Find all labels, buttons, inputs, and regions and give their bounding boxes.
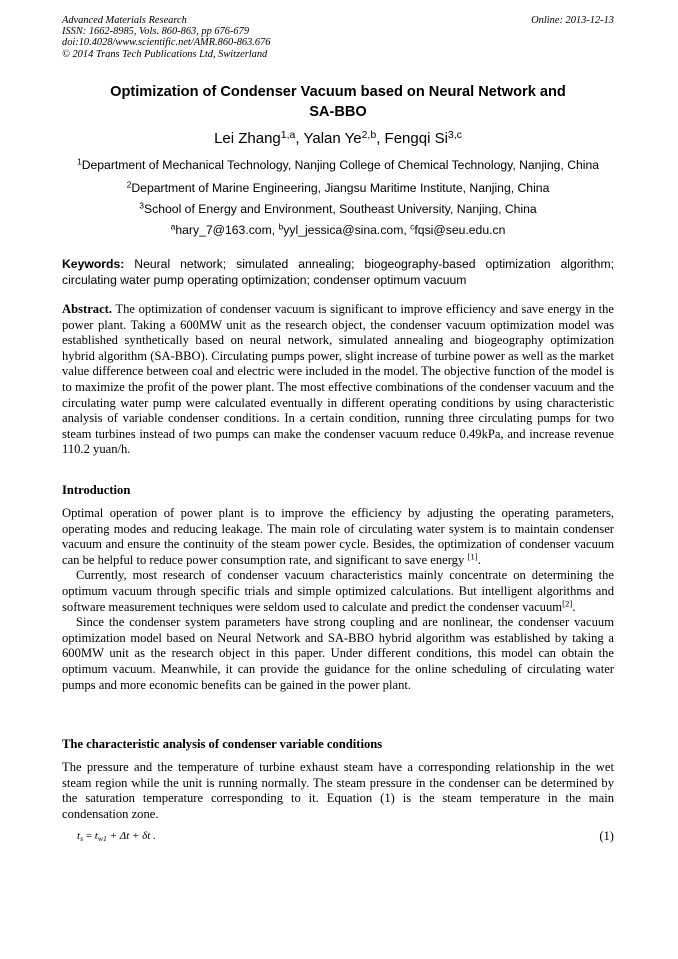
eq-rest: + Δt + δt . <box>106 830 156 842</box>
page-header <box>62 15 614 60</box>
paragraph: Since the condenser system parameters have strong coupling and are nonlinear, the condenser vacuum optimization model based on Neural Network and SA-BBO hybrid algorithm was established by taking a 600MW unit as the research object in this paper. Under different conditions, this model can obtain the optimum vacuum. Meanwhile, it can provide the guidance for the online scheduling of circulating water pumps and more economic benefits can be gained in the power plant. <box>62 615 614 692</box>
email-link[interactable]: fqsi@seu.edu.cn <box>414 223 506 237</box>
equation-number: (1) <box>599 829 614 843</box>
email-link[interactable]: hary_7@163.com <box>175 223 272 237</box>
keywords-text: Neural network; simulated annealing; biogeography-based optimization algorithm; circulating water pump operating optimization; condenser optimum vacuum <box>62 257 614 287</box>
author-sup: 1,a <box>280 128 296 141</box>
affiliation-sup: 3 <box>139 200 145 211</box>
author-name: Fengqi Si <box>384 130 448 147</box>
punct: . <box>572 599 576 614</box>
affiliation-text: Department of Mechanical Technology, Nanjing College of Chemical Technology, Nanjing, China <box>81 158 600 172</box>
citation-ref[interactable]: [2] <box>562 598 573 609</box>
affiliation-sup: 2 <box>126 179 132 190</box>
paper-title <box>62 82 614 122</box>
issn: ISSN: 1662-8985, Vols. 860-863, pp 676-679 <box>62 26 250 38</box>
punct: . <box>477 552 481 567</box>
citation-ref[interactable]: [1] <box>467 551 478 562</box>
affiliation-sup: 1 <box>76 156 82 167</box>
title-line-1: Optimization of Condenser Vacuum based on Neural Network and <box>110 84 566 100</box>
online-date: Online: 2013-12-13 <box>531 15 614 26</box>
affiliation-3 <box>62 201 614 217</box>
abstract-text: The optimization of condenser vacuum is significant to improve efficiency and save energy in the power plant. Taking a 600MW unit as the research object, the condenser vacuum optimization model was established synthetically based on neural network, simulated annealing and biogeography optimization hybrid algorithm (SA-BBO). Circulating pumps power, slight increase of turbine power as well as the market value difference between coal and electric were included in the model. The objective function of the model is to maximize the profit of the power plant. The most effective combinations of the condenser vacuum and the circulating water pump were calculated eventually in different operating conditions by using characteristic analysis of variable condenser conditions. In a certain condition, running three circulating pumps for two steam turbines instead of two pumps can make the condenser vacuum reduce 0.49kPa, and increase revenue 110.2 yuan/h. <box>62 302 615 457</box>
author-name: Lei Zhang <box>214 130 281 147</box>
affiliation-2 <box>62 180 614 196</box>
email-line: $^a$hary_7@163.com, $^b$yyl_jessica@sina.com, $^c$fqsi@seu.edu.cn <box>170 221 506 237</box>
section2-body: The pressure and the temperature of turbine exhaust steam have a corresponding relationship in the wet steam region while the unit is running normally. The steam pressure in the condenser can be determined by the saturation temperature corresponding to it. Equation (1) is the steam temperature in the main condensation zone. <box>62 760 614 821</box>
eq-term: t <box>77 830 81 842</box>
keywords <box>62 257 614 288</box>
introduction-body <box>62 506 614 693</box>
email-sup: a <box>170 221 176 232</box>
author-sup: 2,b <box>361 128 377 141</box>
eq-sub: w1 <box>97 833 107 843</box>
affiliation-1 <box>62 157 614 173</box>
doi: doi:10.4028/www.scientific.net/AMR.860-863.676 <box>62 37 271 49</box>
email-link[interactable]: yyl_jessica@sina.com <box>283 223 404 237</box>
author-list: Lei Zhang$^{1,a}$, Yalan Ye$^{2,b}$, Fengqi Si$^{3,c}$ <box>214 128 462 147</box>
section-heading-characteristic-analysis: The characteristic analysis of condenser variable conditions <box>62 737 383 751</box>
journal-name: Advanced Materials Research <box>62 15 187 26</box>
email-sup: c <box>410 221 415 232</box>
paragraph-text: Optimal operation of power plant is to improve the efficiency by adjusting the operating parameters, operating modes and reducing leakage. The main role of circulating water system is to maintain condenser vacuum and ensure the continuity of the steam power cycle. Besides, the optimization of condenser vacuum can be helpful to reduce power consumption rate, and significant to save energy <box>62 506 614 567</box>
copyright: © 2014 Trans Tech Publications Ltd, Switzerland <box>62 48 268 60</box>
eq-term: t <box>94 830 98 842</box>
eq-sign: = <box>83 830 95 842</box>
paragraph <box>62 568 614 615</box>
eq-sub: s <box>80 833 84 843</box>
section-heading-introduction: Introduction <box>62 483 131 497</box>
paragraph-text: Currently, most research of condenser vacuum characteristics mainly concentrate on determining the optimum vacuum through specific trials and simple optimized calculations. But intelligent algorithms and software measurement techniques were seldom used to calculate and predict the condenser vacuum <box>62 568 614 614</box>
author-name: Yalan Ye <box>303 130 362 147</box>
email-sup: b <box>278 221 284 232</box>
author-sup: 3,c <box>447 128 462 141</box>
keywords-label: Keywords: <box>62 257 125 271</box>
paragraph <box>62 506 614 568</box>
title-line-2: SA-BBO <box>309 104 367 120</box>
affiliation-text: Department of Marine Engineering, Jiangsu Maritime Institute, Nanjing, China <box>131 181 550 195</box>
abstract <box>62 302 614 458</box>
equation-1 <box>77 830 156 843</box>
affiliation-text: School of Energy and Environment, Southeast University, Nanjing, China <box>144 202 537 216</box>
abstract-label: Abstract. <box>62 302 113 316</box>
